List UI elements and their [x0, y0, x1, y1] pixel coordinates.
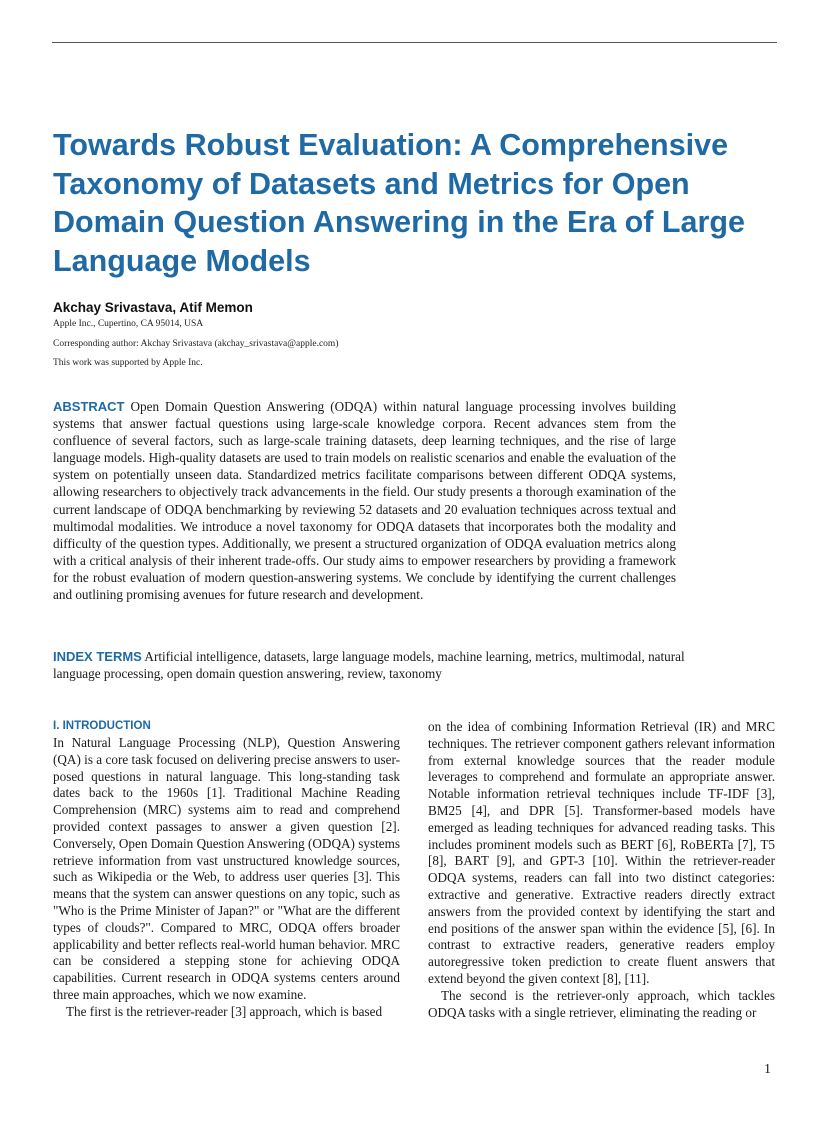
paper-title: Towards Robust Evaluation: A Comprehensive Taxonomy of Datasets and Metrics for Open Domain Question Answering in the Era of Large Language Models	[53, 128, 745, 278]
body-column-right	[428, 719, 775, 1021]
index-terms	[53, 648, 693, 682]
page-number: 1	[764, 1062, 771, 1077]
section-heading-introduction: I. INTRODUCTION	[53, 720, 151, 732]
intro-paragraph-3: The second is the retriever-only approach, which tackles ODQA tasks with a single retriever, eliminating the reading or	[428, 987, 775, 1020]
abstract-label: ABSTRACT	[53, 399, 125, 414]
affiliation: Apple Inc., Cupertino, CA 95014, USA	[53, 319, 204, 329]
intro-paragraph-2: The first is the retriever-reader [3] approach, which is based	[66, 1003, 383, 1019]
body-column-left	[53, 718, 400, 1021]
author-list: Akchay Srivastava, Atif Memon	[53, 300, 253, 315]
abstract	[53, 398, 676, 603]
funding-note: This work was supported by Apple Inc.	[53, 358, 203, 368]
index-terms-text: Artificial intelligence, datasets, large language models, machine learning, metrics, multimodal, natural language processing, open domain question answering, review, taxonomy	[53, 649, 685, 682]
corresponding-author: Corresponding author: Akchay Srivastava (akchay_srivastava@apple.com)	[53, 339, 339, 349]
header-rule	[52, 42, 777, 43]
abstract-text: Open Domain Question Answering (ODQA) within natural language processing involves building systems that answer factual questions using large-scale knowledge corpora. Recent advances stem from the confluence of several factors, such as large-scale training datasets, deep learning techniques, and the rise of large language models. High-quality datasets are used to train models on realistic scenarios and enable the evaluation of the system on potentially unseen data. Standardized metrics facilitate comparisons between different ODQA systems, allowing researchers to objectively track advancements in the field. Our study presents a thorough examination of the current landscape of ODQA benchmarking by reviewing 52 datasets and 20 evaluation techniques across textual and multimodal modalities. We introduce a novel taxonomy for ODQA datasets that incorporates both the modality and difficulty of the question types. Additionally, we present a structured organization of ODQA evaluation metrics along with a critical analysis of their inherent trade-offs. Our study aims to empower researchers by providing a framework for the robust evaluation of modern question-answering systems. We conclude by identifying the current challenges and outlining promising avenues for future research and development.	[53, 399, 677, 603]
intro-paragraph-1: In Natural Language Processing (NLP), Question Answering (QA) is a core task focused on delivering precise answers to user-posed questions in natural language. This long-standing task dates back to the 1960s [1]. Traditional Machine Reading Comprehension (MRC) systems aim to read and comprehend provided context passages to answer a given question [2]. Conversely, Open Domain Question Answering (ODQA) systems retrieve information from vast unstructured knowledge sources, such as Wikipedia or the Web, to address user queries [3]. This means that the system can answer questions on any topic, such as "Who is the Prime Minister of Japan?" or "What are the different types of clouds?". Compared to MRC, ODQA offers broader applicability and better reflects real-world human behavior. MRC can be considered a stepping stone for achieving ODQA capabilities. Current research in ODQA systems centers around three main approaches, which we now examine.	[53, 735, 400, 1002]
index-terms-label: INDEX TERMS	[53, 649, 142, 664]
intro-paragraph-2-continued: on the idea of combining Information Retrieval (IR) and MRC techniques. The retriever component gathers relevant information from external knowledge sources that the reader module leverages to comprehend and formulate an appropriate answer. Notable information retrieval techniques include TF-IDF [3], BM25 [4], and DPR [5]. Transformer-based models have emerged as leading techniques for advanced reading tasks. This includes prominent models such as BERT [6], RoBERTa [7], T5 [8], BART [9], and GPT-3 [10]. Within the retriever-reader ODQA systems, readers can fall into two distinct categories: extractive and generative. Extractive readers directly extract answers from the provided context by identifying the start and end positions of the answer span within the evidence [5], [6]. In contrast to extractive readers, generative readers employ autoregressive token prediction to create fluent answers that extend beyond the given context [8], [11].	[428, 719, 775, 986]
